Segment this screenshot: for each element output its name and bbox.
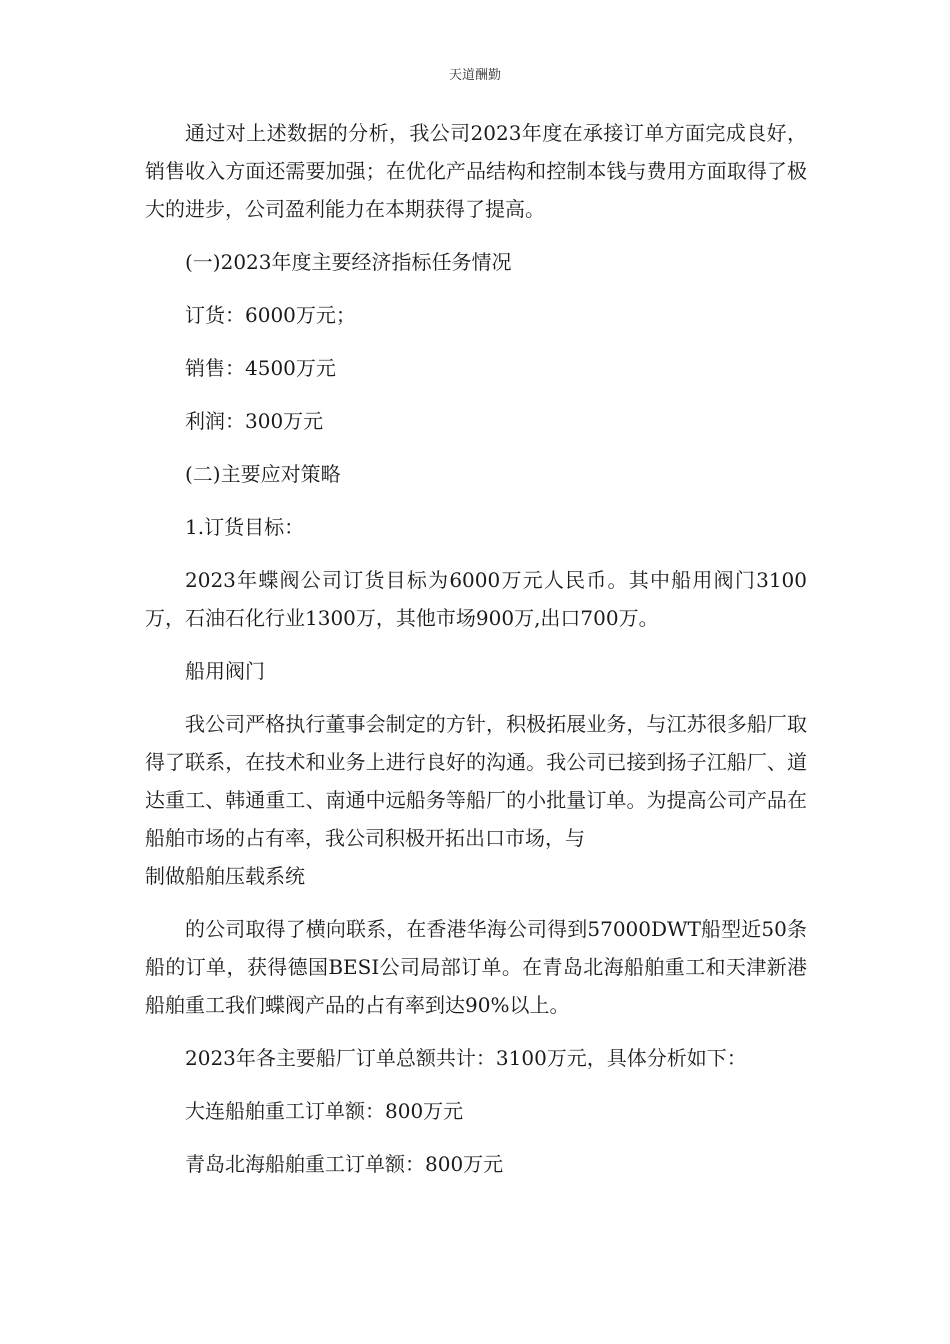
paragraph-shipyard-total: 2023年各主要船厂订单总额共计：3100万元，具体分析如下： — [185, 1046, 747, 1070]
document-body — [145, 114, 807, 1198]
paragraph-marine-business: 我公司严格执行董事会制定的方针，积极拓展业务，与江苏很多船厂取得了联系，在技术和业务上进行良好的沟通。我公司已接到扬子江船厂、道达重工、韩通重工、南通中远船务等船厂的小批量订单。为提高公司产品在船舶市场的占有率，我公司积极开拓出口市场，与 — [145, 712, 807, 850]
paragraph-horizontal-links: 的公司取得了横向联系，在香港华海公司得到57000DWT船型近50条船的订单，获得德国BESI公司局部订单。在青岛北海船舶重工和天津新港船舶重工我们蝶阀产品的占有率到达90%以上。 — [145, 917, 807, 1017]
order-dalian: 大连船舶重工订单额：800万元 — [185, 1099, 464, 1123]
heading-marine-valves: 船用阀门 — [185, 659, 265, 683]
indicator-sales: 销售：4500万元 — [185, 356, 336, 380]
paragraph-order-target: 2023年蝶阀公司订货目标为6000万元人民币。其中船用阀门3100万，石油石化行业1300万，其他市场900万,出口700万。 — [145, 568, 807, 630]
page-header: 天道酬勤 — [448, 68, 501, 83]
order-qingdao: 青岛北海船舶重工订单额：800万元 — [185, 1152, 504, 1176]
heading-order-target: 1.订货目标： — [185, 515, 305, 539]
indicator-profit: 利润：300万元 — [185, 409, 324, 433]
indicator-order: 订货：6000万元； — [185, 303, 356, 327]
heading-strategies: (二)主要应对策略 — [185, 462, 341, 486]
paragraph-analysis-summary: 通过对上述数据的分析，我公司2023年度在承接订单方面完成良好，销售收入方面还需要加强；在优化产品结构和控制本钱与费用方面取得了极大的进步，公司盈利能力在本期获得了提高。 — [145, 121, 807, 221]
heading-economic-indicators: (一)2023年度主要经济指标任务情况 — [185, 250, 512, 274]
paragraph-ballast-system: 制做船舶压载系统 — [145, 864, 305, 888]
